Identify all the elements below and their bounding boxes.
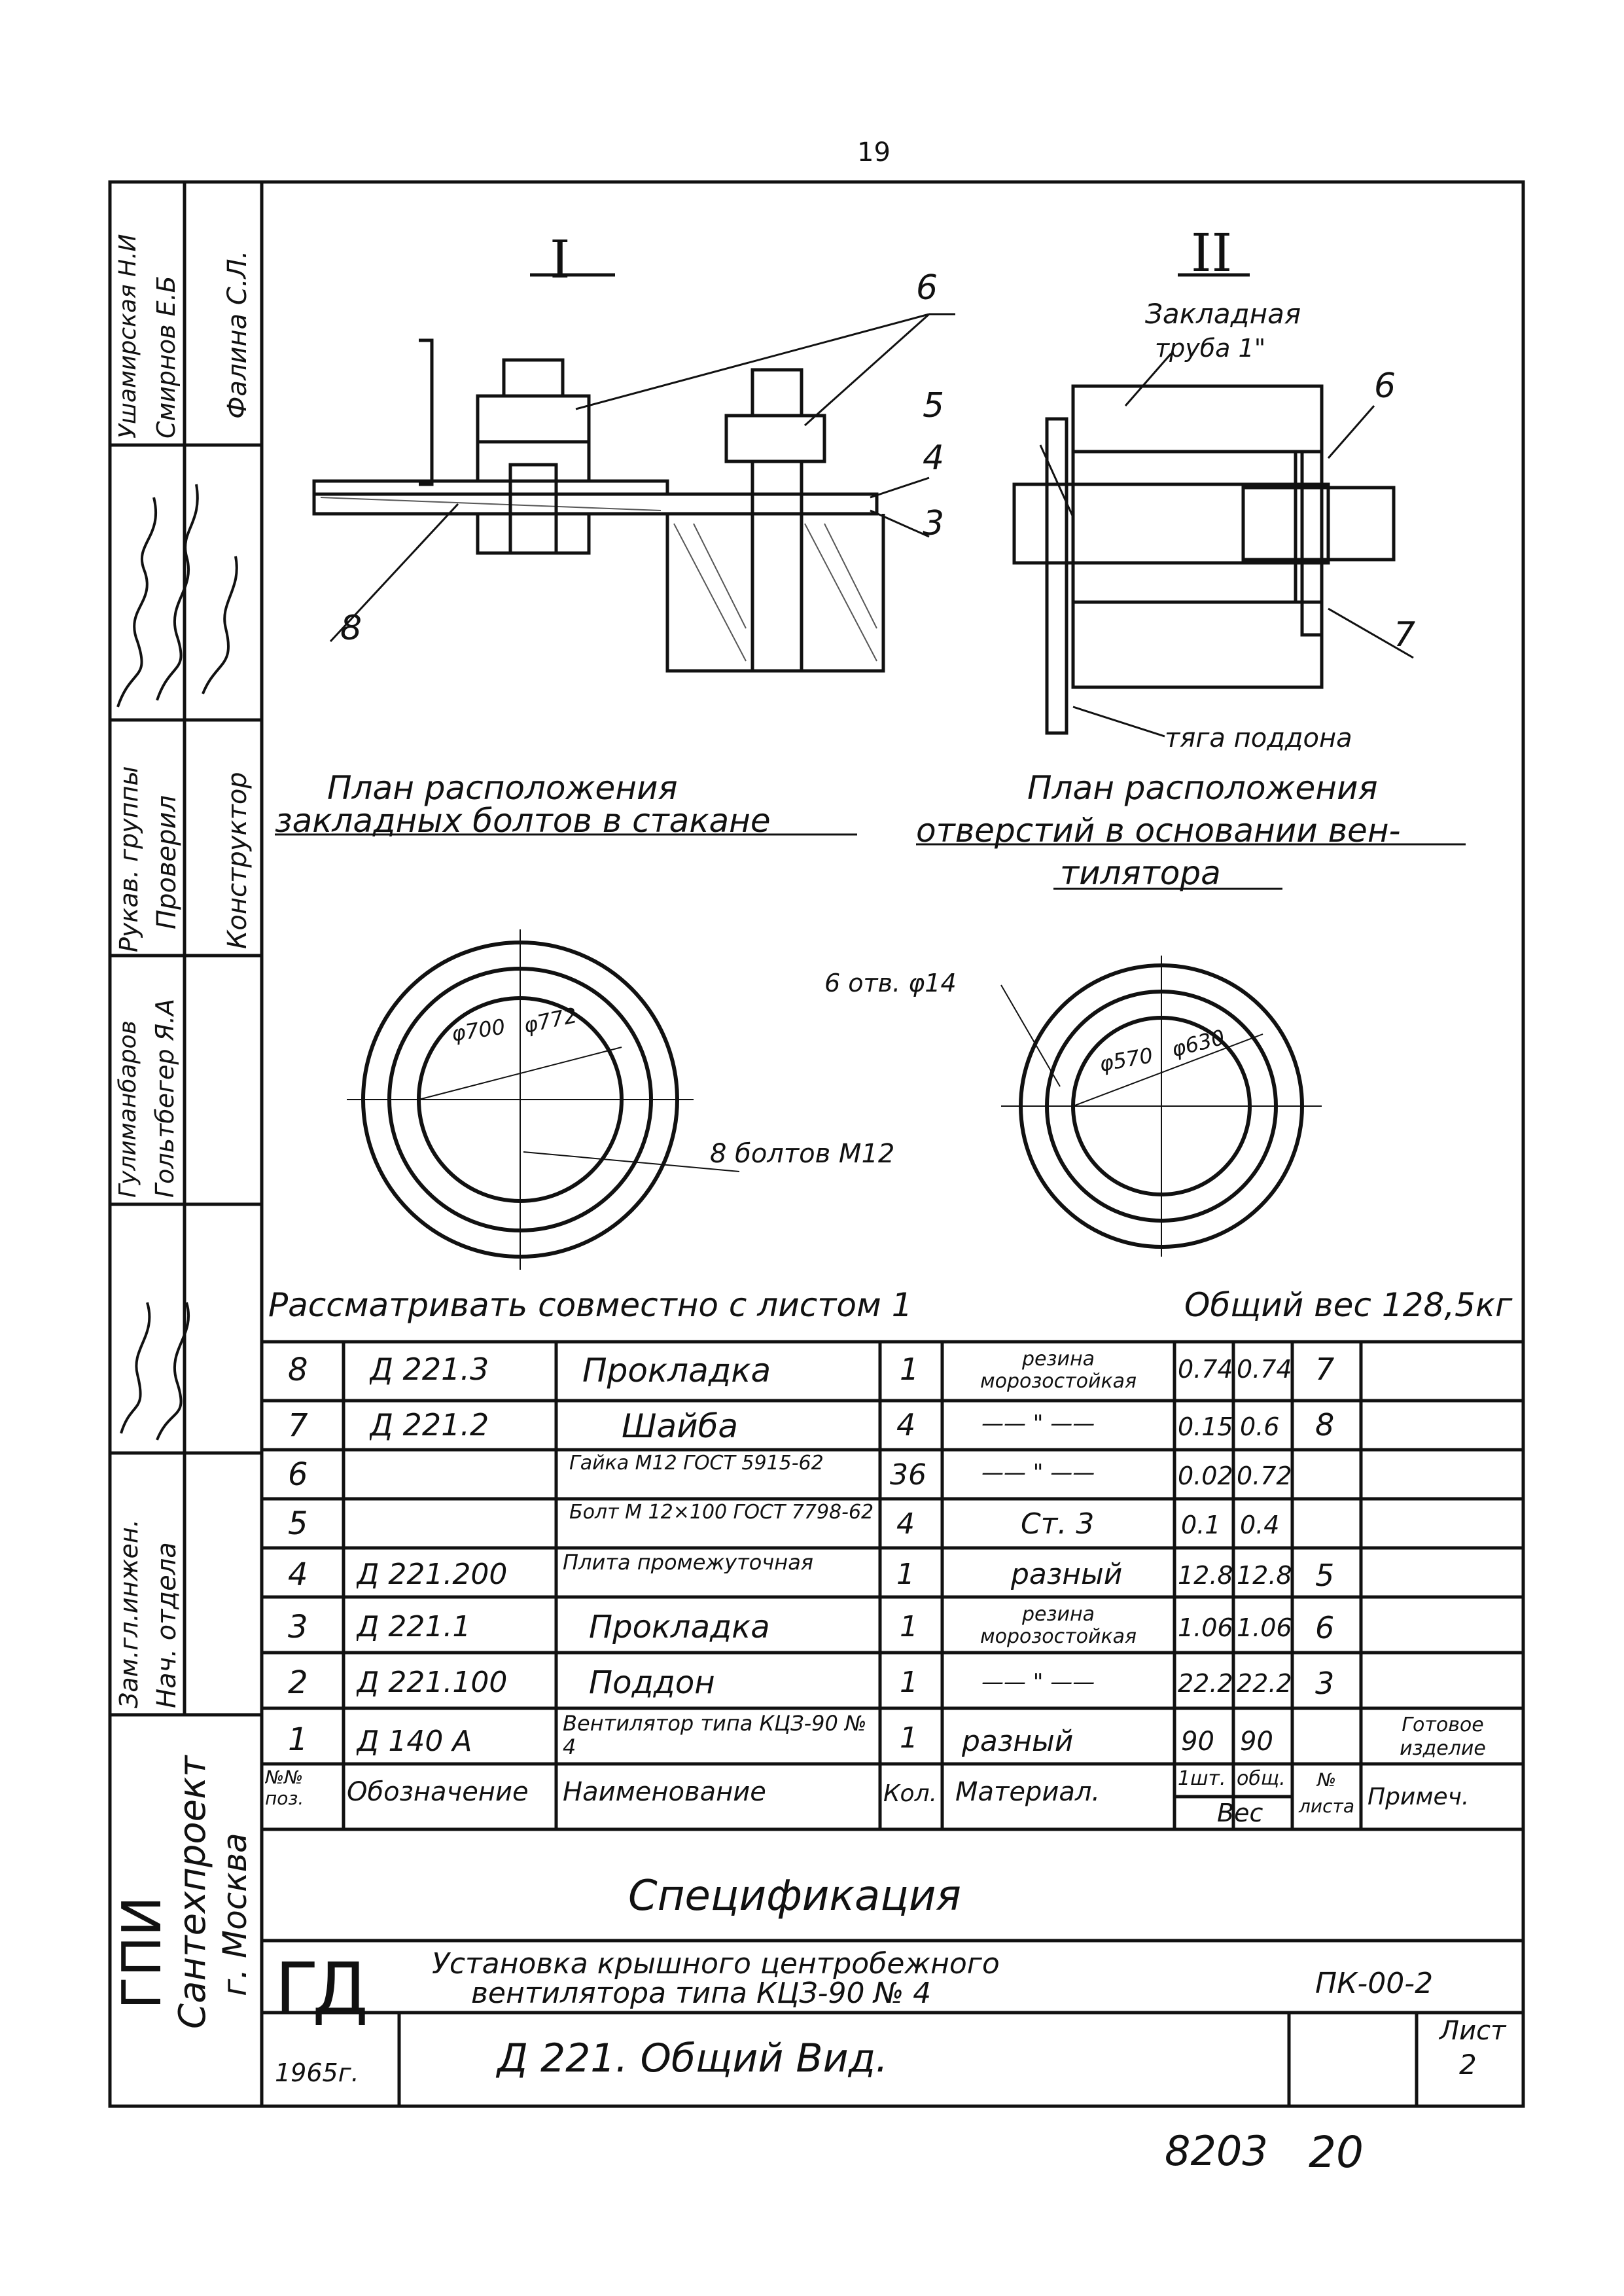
row-1-designation: Д 140 А [357,1725,472,1758]
header-pos: №№ поз. [265,1767,304,1809]
row-8-w1: 0.74 [1178,1355,1233,1384]
plan-left-d-outer: φ772 [521,1002,580,1039]
header-weight: Вес [1217,1799,1263,1827]
row-2-wt: 22.2 [1237,1669,1292,1698]
row-1-name: Вентилятор типа КЦЗ-90 № 4 [563,1712,867,1759]
row-1-note: Готовое изделие [1400,1713,1486,1760]
row-5-w1: 0.1 [1181,1511,1221,1539]
year: 1965г. [275,2058,359,2087]
rod-label: тяга поддона [1165,723,1352,753]
row-8-name: Прокладка [582,1352,771,1390]
callout-8: 8 [340,609,362,648]
pipe-label-2: труба 1" [1155,334,1266,363]
total-weight: Общий вес 128,5кг [1184,1286,1513,1324]
plan-right-title-3: тилятора [1060,854,1221,892]
row-2-name: Поддон [589,1664,715,1701]
row-8-pos: 8 [288,1352,308,1388]
drawing-name-1: Установка крышного центробежного [432,1947,1000,1981]
row-5-name: Болт М 12×100 ГОСТ 7798-62 [569,1502,874,1523]
header-material: Материал. [955,1777,1101,1807]
header-designation: Обозначение [347,1777,529,1807]
pipe-label-1: Закладная [1145,298,1301,330]
row-4-pos: 4 [288,1556,308,1593]
row-6-wt: 0.72 [1237,1462,1292,1490]
plan-left-title-1: План расположения [327,769,678,807]
stamp-name-4b: Смирнов Е.Б [152,276,181,439]
row-8-material: резина морозостойкая [980,1348,1137,1393]
row-7-designation: Д 221.2 [370,1407,489,1443]
detail-I-label: I [550,229,571,290]
row-3-sheet: 6 [1315,1610,1335,1645]
header-wt: общ. [1237,1767,1286,1790]
header-name: Наименование [563,1777,766,1807]
row-8-sheet: 7 [1315,1352,1335,1387]
row-7-qty: 4 [896,1407,916,1443]
row-1-pos: 1 [288,1721,308,1758]
callout-6: 6 [916,268,938,308]
archive-number: 8203 [1165,2127,1268,2175]
row-7-sheet: 8 [1315,1407,1335,1443]
detail-I-leaders [330,314,955,641]
footer-page: 20 [1309,2127,1364,2178]
row-4-name: Плита промежуточная [563,1551,814,1573]
sheet-label: Лист [1439,2016,1506,2046]
callout-5: 5 [923,386,945,425]
header-sheet: № листа [1299,1769,1354,1817]
stamp-role-2: Гулиманбаров [115,1020,141,1198]
plan-right-title-1: План расположения [1027,769,1378,807]
callout-3: 3 [923,504,945,543]
row-6-name: Гайка М12 ГОСТ 5915-62 [569,1453,824,1474]
drawing-name-2: вентилятора типа КЦЗ-90 № 4 [471,1977,932,2010]
row-3-name: Прокладка [589,1609,770,1645]
page-number: 19 [857,137,891,168]
row-3-material: резина морозостойкая [980,1604,1137,1648]
row-4-wt: 12.8 [1237,1561,1292,1590]
row-3-w1: 1.06 [1178,1613,1233,1642]
row-7-name: Шайба [622,1407,739,1445]
row-1-material: разный [962,1725,1074,1758]
sheet-number: 2 [1459,2049,1477,2081]
drawing-title: Д 221. Общий Вид. [497,2036,889,2081]
row-8-qty: 1 [900,1352,919,1387]
row-1-wt: 90 [1240,1727,1273,1757]
plan-right-title-2: отверстий в основании вен- [916,812,1401,850]
row-7-pos: 7 [288,1407,308,1444]
callout-4: 4 [923,439,945,478]
row-5-wt: 0.4 [1240,1511,1280,1539]
org-name-3: г. Москва [216,1833,254,1996]
stamp-name-4: Ушамирская Н.И [115,234,141,439]
row-7-w1: 0.15 [1178,1412,1233,1441]
header-qty: Кол. [883,1780,938,1807]
header-w1: 1шт. [1178,1767,1226,1790]
row-2-sheet: 3 [1315,1666,1335,1701]
header-note: Примеч. [1368,1784,1470,1810]
logo: ГД [275,1947,362,2031]
plan-left-title-2: закладных болтов в стакане [275,802,771,840]
row-2-qty: 1 [900,1666,918,1699]
stamp-role-3b: Проверил [152,795,182,929]
plan-left-d-inner: φ700 [450,1014,507,1047]
row-2-pos: 2 [288,1664,308,1701]
callout-II-6: 6 [1374,367,1396,406]
row-3-qty: 1 [900,1610,918,1643]
stamp-name-4c: Фалина С.Л. [222,250,253,419]
org-name-2: Сантехпроект [171,1755,214,2029]
stamp-role-2b: Гольтбегер Я.А [150,998,179,1198]
plan-right-note: 6 отв. φ14 [824,969,957,997]
plan-right-d-outer: φ630 [1169,1024,1227,1062]
callout-II-7: 7 [1394,615,1416,655]
stamp-role-3c: Конструктор [222,772,253,949]
row-3-wt: 1.06 [1237,1613,1292,1642]
plan-left-note: 8 болтов М12 [710,1139,895,1169]
spec-title: Спецификация [628,1872,961,1920]
row-5-pos: 5 [288,1505,308,1542]
row-5-qty: 4 [896,1507,915,1541]
row-4-material: разный [1011,1558,1123,1591]
row-3-pos: 3 [288,1609,308,1645]
org-name-1: ГПИ [111,1895,173,2009]
row-7-wt: 0.6 [1240,1412,1280,1441]
row-5-material: Ст. 3 [1021,1507,1095,1541]
row-2-designation: Д 221.100 [357,1666,508,1699]
stamp-role-1b: Нач. отдела [152,1542,182,1708]
view-together-note: Рассматривать совместно с листом 1 [268,1286,913,1324]
row-6-w1: 0.02 [1178,1462,1233,1490]
row-6-pos: 6 [288,1456,308,1493]
drawing-code: ПК-00-2 [1315,1967,1434,2000]
row-4-sheet: 5 [1315,1558,1335,1593]
row-1-w1: 90 [1181,1727,1214,1757]
row-2-w1: 22.2 [1178,1669,1233,1698]
row-2-material: —— " —— [981,1669,1095,1695]
row-6-qty: 36 [890,1458,927,1492]
row-3-designation: Д 221.1 [357,1610,471,1643]
row-4-w1: 12.8 [1178,1561,1233,1590]
detail-I-drawing [314,275,883,671]
row-8-wt: 0.74 [1237,1355,1292,1384]
plan-right-d-inner: φ570 [1097,1043,1155,1077]
row-7-material: —— " —— [981,1410,1095,1437]
row-8-designation: Д 221.3 [370,1352,489,1387]
detail-II-label: II [1191,223,1233,283]
row-6-material: —— " —— [981,1460,1095,1486]
row-4-qty: 1 [896,1558,915,1591]
stamp-role-1: Зам.гл.инжен. [115,1519,143,1708]
row-4-designation: Д 221.200 [357,1558,508,1591]
row-1-qty: 1 [900,1721,918,1755]
detail-II-leaders [1040,353,1416,736]
stamp-role-3: Рукав. группы [115,766,143,952]
